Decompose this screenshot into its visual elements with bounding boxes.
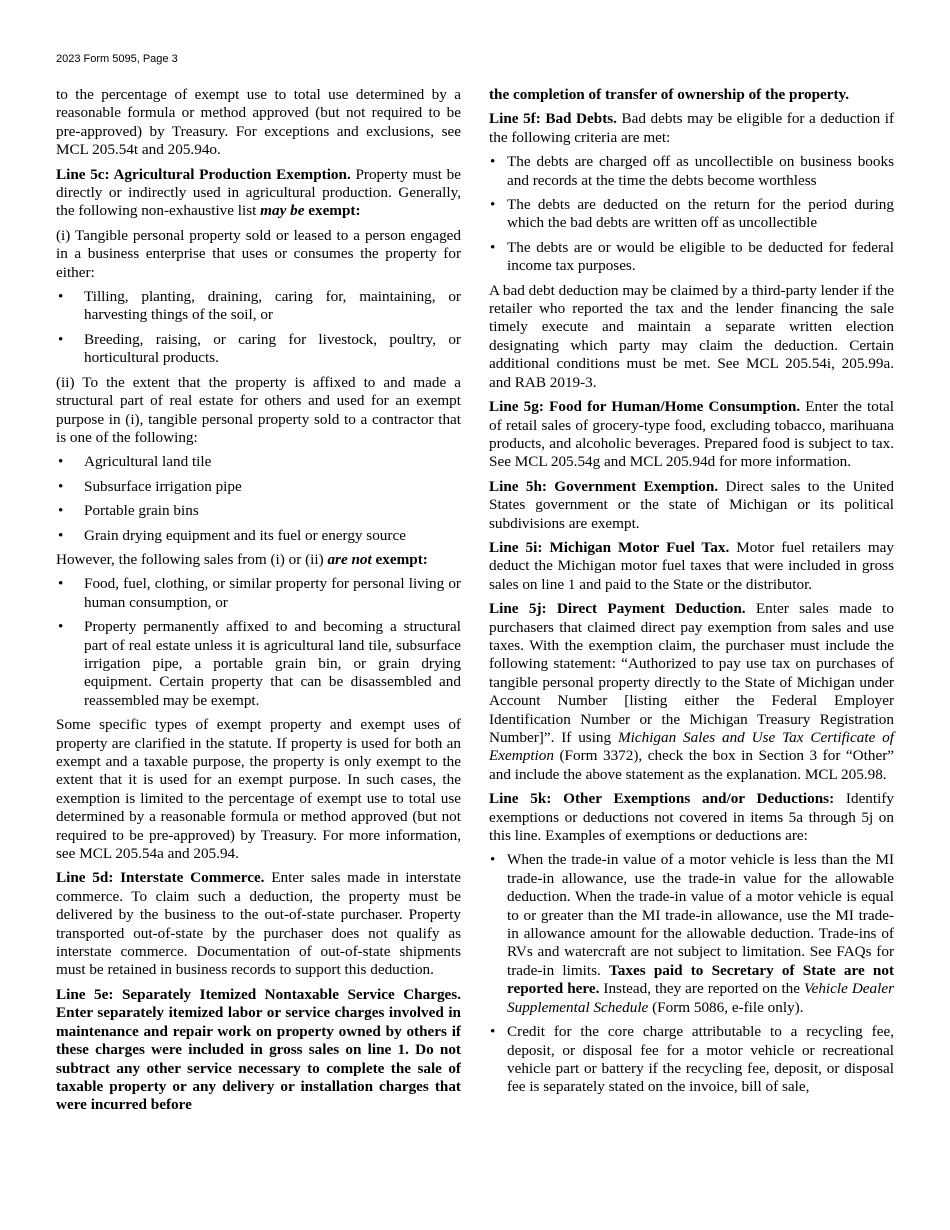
emphasis-run: Line 5f: Bad Debts.: [489, 110, 617, 128]
text-run: Agricultural land tile: [84, 453, 212, 471]
bullet-icon: •: [58, 453, 64, 471]
text-run: Credit for the core charge attributable to a recycling fee, deposit, or disposal fee for a motor vehicle or recreational vehicle part or battery if the recycling fee, deposit, or disposal fee is separately stated on the invoice, bill of sale,: [507, 1023, 894, 1096]
paragraph: [489, 86, 894, 104]
text-run: Instead, they are reported on the: [599, 980, 804, 998]
bullet-icon: •: [58, 526, 64, 544]
bullet-icon: •: [58, 330, 64, 348]
emphasis-run: Line 5k: Other Exemptions and/or Deductions:: [489, 790, 835, 808]
bullet-item: [56, 502, 461, 520]
emphasis-run: Line 5h: Government Exemption.: [489, 477, 719, 495]
text-run: Property must be directly or indirectly used in agricultural production. Generally, the following non-exhaustive list: [56, 165, 461, 220]
emphasis-run: the completion of transfer of ownership of the property.: [489, 86, 850, 103]
text-run: Enter sales made to purchasers that claimed direct pay exemption from sales and use taxes. With the exemption claim, the purchaser must include the following statement: “Authorized to pay use tax on purchases of tangible personal property directly to the State of Michigan under Account Number [listing either the Federal Employer Identification Number or the Michigan Treasury Registration Number]”. If using: [489, 600, 894, 746]
paragraph: [56, 166, 461, 221]
emphasis-run: are not: [327, 550, 372, 568]
paragraph: [489, 110, 894, 147]
paragraph: [56, 86, 461, 160]
paragraph: [489, 539, 894, 594]
bullet-icon: •: [490, 153, 496, 171]
text-run: Bad debts may be eligible for a deduction if the following criteria are met:: [489, 110, 895, 146]
paragraph: [489, 790, 894, 845]
text-run: The debts are or would be eligible to be deducted for federal income tax purposes.: [507, 238, 894, 275]
paragraph: [56, 374, 461, 448]
bullet-item: [56, 331, 461, 368]
text-run: The debts are charged off as uncollectible on business books and records at the time the debts become worthless: [507, 153, 894, 189]
text-run: Direct sales to the United States government or the state of Michigan or its political subdivisions are exempt.: [489, 477, 895, 532]
text-run: Breeding, raising, or caring for livestock, poultry, or horticultural products.: [84, 330, 461, 367]
text-run: Portable grain bins: [84, 502, 199, 520]
bullet-icon: •: [58, 502, 64, 520]
bullet-icon: •: [490, 1023, 496, 1041]
bullet-item: [56, 288, 461, 325]
emphasis-run: Line 5c: Agricultural Production Exemption.: [56, 165, 351, 183]
text-run: The debts are deducted on the return for the period during which the bad debts are written off as uncollectible: [507, 196, 894, 232]
paragraph: [56, 869, 461, 979]
bullet-icon: •: [490, 851, 496, 869]
text-run: Subsurface irrigation pipe: [84, 477, 242, 495]
bullet-item: [56, 527, 461, 545]
text-run: Grain drying equipment and its fuel or energy source: [84, 526, 406, 544]
emphasis-run: Line 5j: Direct Payment Deduction.: [489, 600, 746, 618]
paragraph: [56, 716, 461, 863]
bullet-icon: •: [490, 238, 496, 256]
bullet-item: [489, 851, 894, 1017]
bullet-icon: •: [58, 575, 64, 593]
text-run: Property permanently affixed to and becoming a structural part of real estate unless it is agricultural land tile, subsurface irrigation pipe, a portable grain bin, or grain drying equipment. Certain property that can be disassembled and reassembled may be exempt.: [84, 618, 461, 709]
bullet-item: [489, 239, 894, 276]
paragraph: [489, 478, 894, 533]
paragraph: [489, 282, 894, 392]
text-run: Tilling, planting, draining, caring for, maintaining, or harvesting things of the soil, or: [84, 288, 461, 324]
paragraph: [489, 600, 894, 784]
emphasis-run: Line 5i: Michigan Motor Fuel Tax.: [489, 538, 730, 556]
left-column: [56, 86, 461, 1121]
emphasis-run: Michigan Sales and Use Tax Certificate of Exemption: [489, 729, 894, 765]
right-column: [489, 86, 894, 1103]
emphasis-run: Taxes paid to Secretary of State are not reported here.: [507, 961, 895, 998]
text-run: However, the following sales from (i) or (ii): [56, 550, 328, 568]
text-run: When the trade-in value of a motor vehicle is less than the MI trade-in allowance, use the trade-in value for the allowable deduction. When the trade-in value of a motor vehicle is equal to or greater than the MI trade-in allowance, use the MI trade-in allowance amount for the allowable deduction. Trade-ins of RVs and watercraft are not subject to limitation. See FAQs for trade-in limits.: [507, 851, 894, 979]
text-run: Food, fuel, clothing, or similar property for personal living or human consumption, or: [84, 575, 461, 611]
paragraph: [56, 551, 461, 569]
bullet-item: [489, 1023, 894, 1097]
text-run: (Form 5086, e-file only).: [648, 998, 804, 1016]
text-run: (Form 3372), check the box in Section 3 for “Other” and include the above statement as the explanation. MCL 205.98.: [489, 747, 894, 783]
text-run: Some specific types of exempt property and exempt uses of property are clarified in the statute. If property is used for both an exempt and a taxable purpose, the property is only exempt to the extent that it is used for an exempt purpose. In such cases, the exemption is limited to the percentage of exempt use to total use determined by a reasonable formula or method approved (but not required to be pre-approved) by Treasury. For more information, see MCL 205.54a and 205.94.: [56, 716, 461, 863]
paragraph: [56, 986, 461, 1115]
emphasis-run: Line 5g: Food for Human/Home Consumption.: [489, 398, 801, 416]
text-run: (ii) To the extent that the property is affixed to and made a structural part of real estate for others and used for an exempt purpose in (i), tangible personal property sold to a contractor that is one of the following:: [56, 373, 461, 446]
bullet-item: [56, 453, 461, 471]
bullet-item: [56, 575, 461, 612]
text-run: A bad debt deduction may be claimed by a third-party lender if the retailer who reported the tax and the lender financing the sale timely execute and maintain a separate written election designating which party may claim the deduction. Certain additional conditions must be met. See MCL 205.54i, 205.99a. and RAB 2019-3.: [489, 281, 894, 391]
emphasis-run: may be: [260, 202, 305, 220]
emphasis-run: exempt:: [304, 202, 361, 220]
text-run: (i) Tangible personal property sold or leased to a person engaged in a business enterprise that uses or consumes the property for either:: [56, 226, 461, 281]
bullet-item: [489, 196, 894, 233]
bullet-icon: •: [490, 196, 496, 214]
text-run: to the percentage of exempt use to total use determined by a reasonable formula or method approved (but not required to be pre-approved) by Treasury. For exceptions and exclusions, see MCL 205.54t and 205.94o.: [56, 86, 461, 159]
emphasis-run: exempt:: [371, 550, 428, 568]
text-run: Identify exemptions or deductions not covered in items 5a through 5j on this line. Examples of exemptions or deductions are:: [489, 790, 894, 845]
bullet-icon: •: [58, 477, 64, 495]
emphasis-run: Line 5e: Separately Itemized Nontaxable Service Charges. Enter separately itemized labor or service charges involved in maintenance and repair work on property owned by others if these charges were included in gross sales on line 1. Do not subtract any other service necessary to complete the sale of taxable property or any delivery or installation charges that were incurred before: [56, 985, 461, 1114]
text-run: Enter the total of retail sales of grocery-type food, excluding tobacco, marihuana products, and alcoholic beverages. Prepared food is subject to tax. See MCL 205.54g and MCL 205.94d for more information.: [489, 398, 895, 471]
page-header: 2023 Form 5095, Page 3: [56, 53, 178, 65]
text-run: Enter sales made in interstate commerce. To claim such a deduction, the property must be delivered by the business to the out-of-state purchaser. Property transported out-of-state by the purchaser does not qualify as interstate commerce. Documentation of out-of-state shipments must be retained in business records to support this deduction.: [56, 869, 461, 979]
bullet-item: [56, 618, 461, 710]
emphasis-run: Vehicle Dealer Supplemental Schedule: [507, 980, 894, 1016]
paragraph: [489, 398, 894, 472]
bullet-item: [56, 478, 461, 496]
bullet-icon: •: [58, 288, 64, 306]
paragraph: [56, 227, 461, 282]
bullet-item: [489, 153, 894, 190]
text-run: Motor fuel retailers may deduct the Michigan motor fuel taxes that were included in gross sales on line 1 and paid to the State or the distributor.: [489, 538, 894, 593]
bullet-icon: •: [58, 618, 64, 636]
emphasis-run: Line 5d: Interstate Commerce.: [56, 869, 265, 887]
